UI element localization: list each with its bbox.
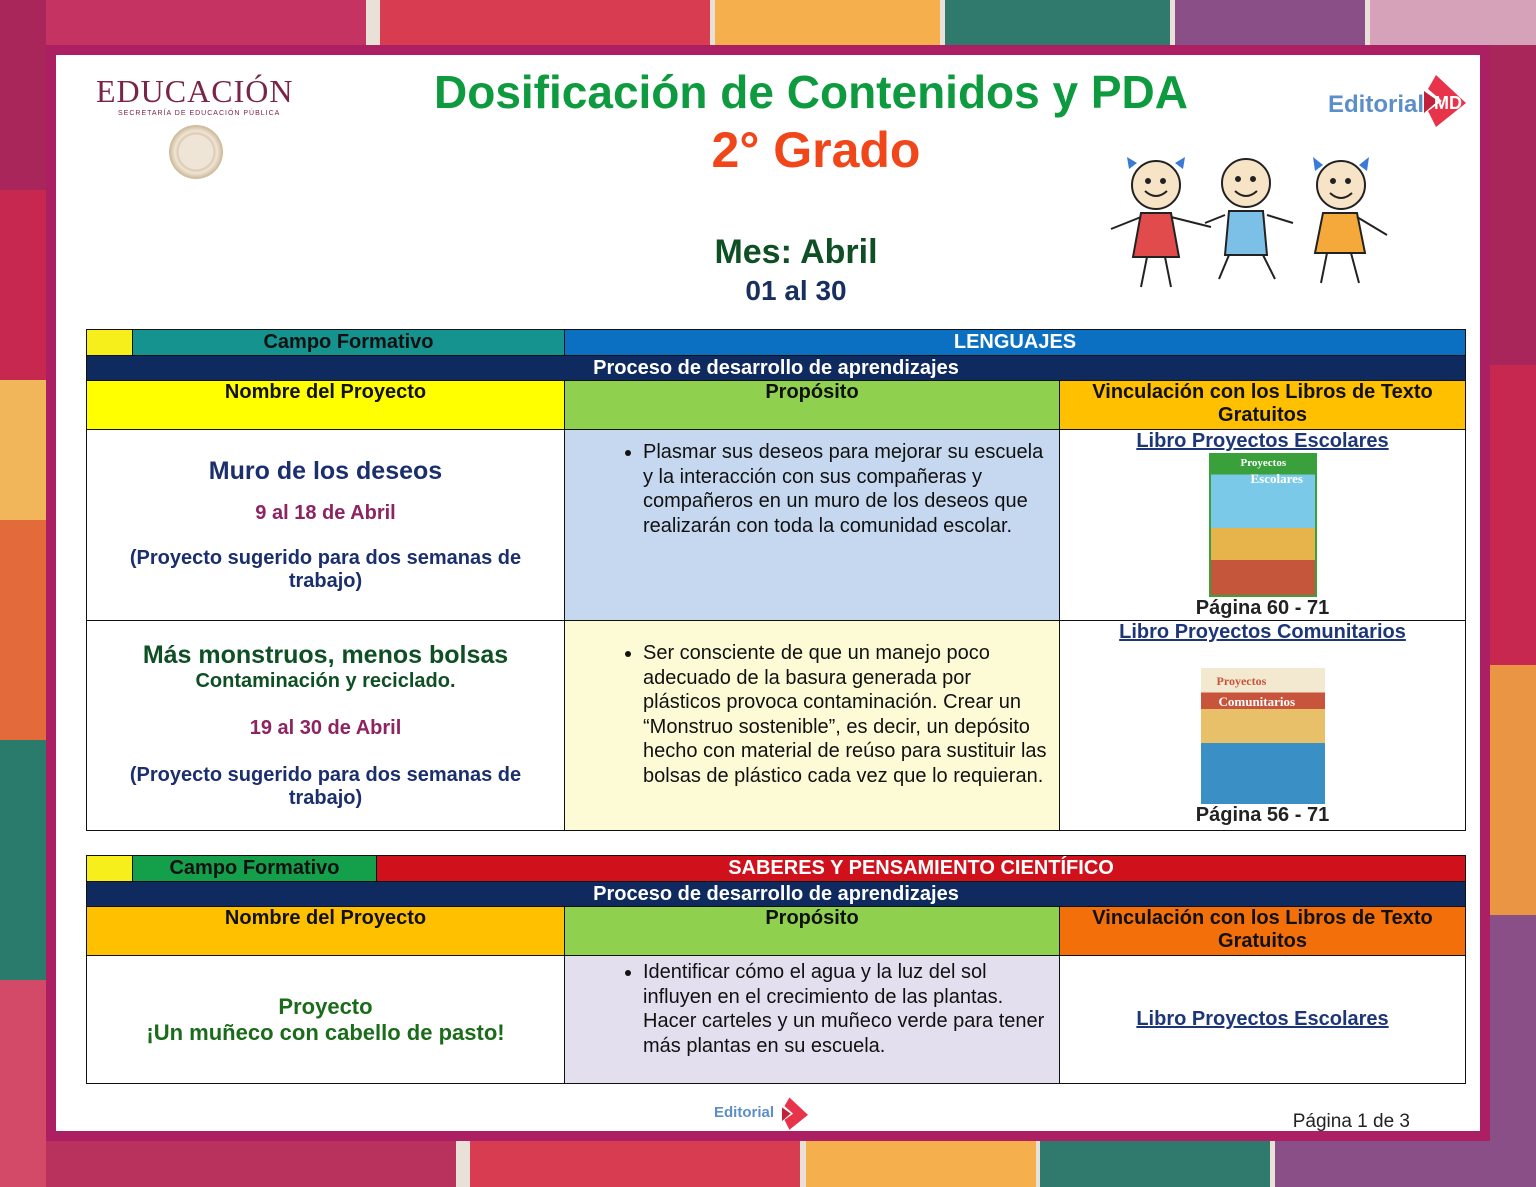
project-suggestion: (Proyecto sugerido para dos semanas de trabajo) <box>129 547 522 592</box>
col-vinculacion: Vinculación con los Libros de Texto Gratuitos <box>1060 907 1466 956</box>
project-name: Muro de los deseos <box>208 457 443 485</box>
md-mark-icon <box>778 1095 812 1131</box>
footer-logo-text: Editorial <box>714 1104 775 1122</box>
editorial-logo-text: Editorial <box>1328 91 1425 118</box>
book-link[interactable]: Libro Proyectos Escolares <box>1136 1008 1389 1030</box>
sep-logo <box>96 73 306 117</box>
campo-formativo-label: Campo Formativo <box>133 330 565 356</box>
children-illustration-icon <box>1101 155 1401 295</box>
book-link[interactable]: Libro Proyectos Escolares <box>1136 430 1389 452</box>
proceso-bar: Proceso de desarrollo de aprendizajes <box>87 356 1466 381</box>
cover-word-2: Escolares <box>1250 471 1303 486</box>
month-label: Mes: Abril <box>714 233 878 271</box>
editorial-md-logo <box>1328 69 1470 133</box>
cover-word-2: Comunitarios <box>1218 694 1296 709</box>
page-frame <box>46 45 1490 1141</box>
col-proposito: Propósito <box>565 907 1060 956</box>
book-link[interactable]: Libro Proyectos Comunitarios <box>1119 621 1406 643</box>
project-dates: 19 al 30 de Abril <box>249 717 402 739</box>
lenguajes-table <box>86 329 1466 831</box>
campo-formativo-value: LENGUAJES <box>565 330 1466 356</box>
purpose-text: • Plasmar sus deseos para mejorar su escuela y la interacción con sus compañeras y compañeros en un muro de los deseos que realizarán con toda la comunidad escolar. <box>643 440 1049 538</box>
book-pages: Página 60 - 71 <box>1195 597 1330 619</box>
project-name-cell <box>87 956 565 1084</box>
proceso-bar: Proceso de desarrollo de aprendizajes <box>87 882 1466 907</box>
footer-editorial-logo <box>714 1095 812 1131</box>
cover-word-1: Proyectos <box>1216 674 1267 688</box>
project-name-cell <box>87 430 565 621</box>
grade-title: 2° Grado <box>711 122 921 178</box>
cover-word-1: Proyectos <box>1240 457 1287 469</box>
campo-formativo-label: Campo Formativo <box>133 856 377 882</box>
purpose-cell <box>565 621 1060 831</box>
book-cell <box>1060 430 1466 621</box>
book-cell <box>1060 956 1466 1084</box>
book-cell <box>1060 621 1466 831</box>
purpose-cell <box>565 430 1060 621</box>
saberes-table <box>86 855 1466 1084</box>
campo-color-swatch <box>87 856 133 882</box>
col-nombre-proyecto: Nombre del Proyecto <box>87 381 565 430</box>
page-number: Página 1 de 3 <box>1292 1111 1410 1132</box>
document-sheet <box>56 55 1480 1131</box>
project-row <box>87 621 1466 831</box>
campo-formativo-value: SABERES Y PENSAMIENTO CIENTÍFICO <box>377 856 1466 882</box>
col-proposito: Propósito <box>565 381 1060 430</box>
sep-logo-title: EDUCACIÓN <box>96 73 294 109</box>
book-cover-comunitarios <box>1201 668 1325 804</box>
campo-color-swatch <box>87 330 133 356</box>
book-cover-escolares <box>1209 453 1317 597</box>
project-name: Más monstruos, menos bolsas <box>142 641 509 669</box>
project-name: ¡Un muñeco con cabello de pasto! <box>146 1019 505 1045</box>
document-title: Dosificación de Contenidos y PDA <box>434 66 1188 118</box>
project-row <box>87 430 1466 621</box>
project-suggestion: (Proyecto sugerido para dos semanas de trabajo) <box>129 764 522 809</box>
project-row <box>87 956 1466 1084</box>
project-subtitle: Contaminación y reciclado. <box>195 670 456 692</box>
col-vinculacion: Vinculación con los Libros de Texto Gratuitos <box>1060 381 1466 430</box>
book-pages: Página 56 - 71 <box>1195 804 1330 826</box>
project-dates: 9 al 18 de Abril <box>255 502 396 524</box>
purpose-text: • Ser consciente de que un manejo poco adecuado de la basura generada por plásticos provoca contaminación. Crear un “Monstruo sostenible”, es decir, un depósito hecho con material de reúso para sustituir las bolsas de plástico cada vez que lo requieran. <box>643 641 1049 788</box>
date-range: 01 al 30 <box>745 275 847 306</box>
project-name-cell <box>87 621 565 831</box>
sep-logo-subtitle: SECRETARÍA DE EDUCACIÓN PÚBLICA <box>118 110 281 117</box>
purpose-text: • Identificar cómo el agua y la luz del sol influyen en el crecimiento de las plantas. Hacer carteles y un muñeco verde para tener más plantas en su escuela. <box>643 960 1049 1058</box>
purpose-cell <box>565 956 1060 1084</box>
national-seal-icon <box>169 125 223 179</box>
col-nombre-proyecto: Nombre del Proyecto <box>87 907 565 956</box>
svg-text:MD: MD <box>1434 93 1462 113</box>
md-mark-icon <box>1422 71 1468 129</box>
project-label: Proyecto <box>278 993 373 1019</box>
